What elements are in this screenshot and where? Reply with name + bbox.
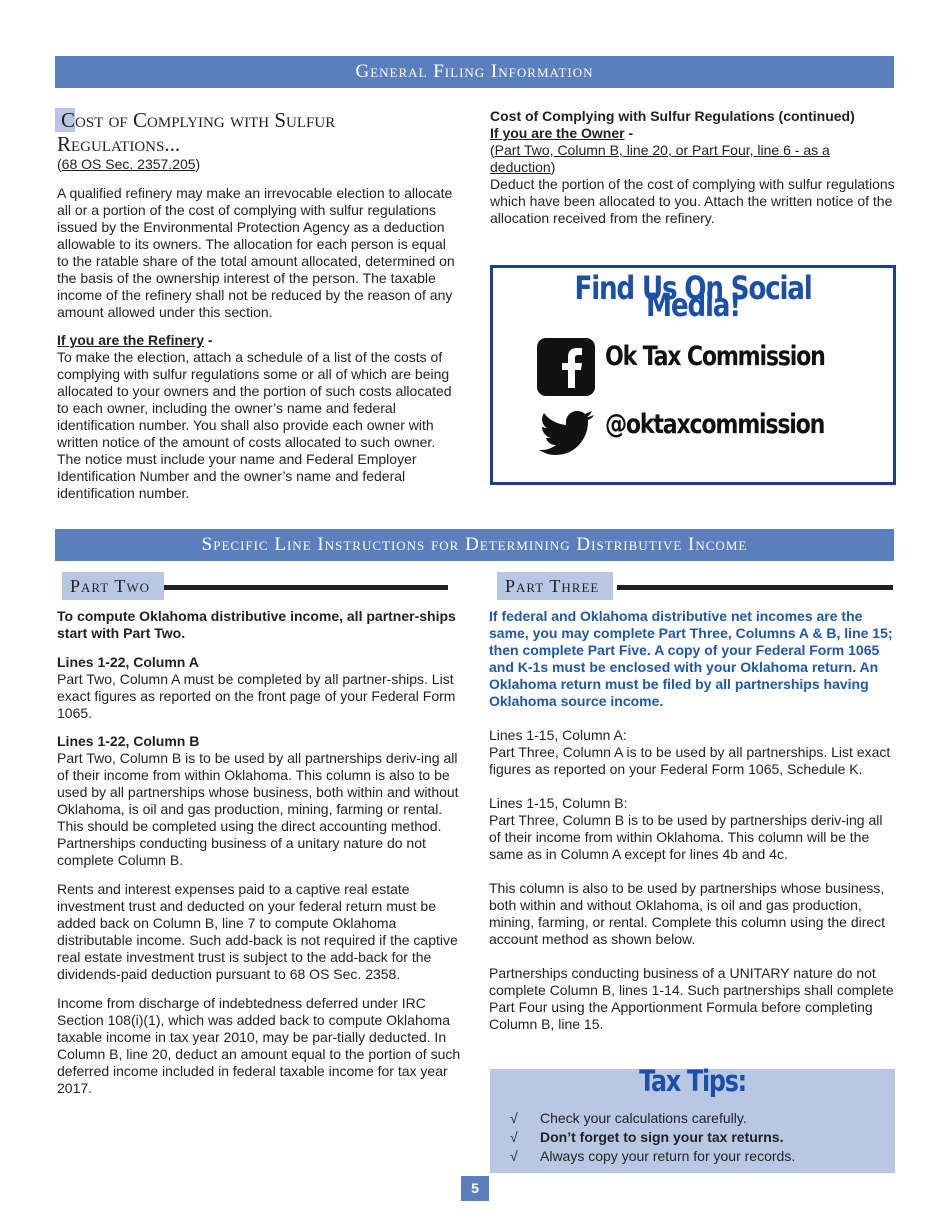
sulfur-title (57, 108, 457, 156)
part-two-colB-heading: Lines 1-22, Column B (57, 733, 200, 749)
title-line2: Regulations... (57, 132, 181, 156)
facebook-row[interactable] (537, 338, 825, 398)
tip-item: √ Don’t forget to sign your tax returns. (510, 1129, 784, 1145)
part-two-label: Part Two (62, 572, 164, 600)
part-three-colB-text: Part Three, Column B is to be used by partnerships deriv-ing all of their income from within Oklahoma. This column will be the same as in Column A except for lines 4b and 4c. (489, 812, 883, 862)
part-two-lead: To compute Oklahoma distributive income, all partner-ships start with Part Two. (57, 608, 456, 641)
part-three-label: Part Three (497, 572, 613, 600)
sulfur-section (57, 108, 457, 502)
part-three-unitary: Partnerships conducting business of a UNITARY nature do not complete Column B, lines 1-14. Such partnerships shall complete Part Four using the Apportionment Formula before completing Column B, line 15. (489, 965, 894, 1032)
twitter-handle[interactable]: @oktaxcommission (605, 409, 825, 440)
specific-line-banner: Specific Line Instructions for Determining Distributive Income (55, 529, 894, 561)
sulfur-intro: A qualified refinery may make an irrevocable election to allocate all or a portion of the cost of complying with sulfur regulations issued by the Environmental Protection Agency as a deduction allowable to its owners. The allocation for each person is equal to the ratable share of the total amount allocated, determined on the basis of the ownership interest of the person. The taxable income of the refinery shall not be reduced by the reason of any amount allowed under this section. (57, 185, 455, 320)
citation: (68 OS Sec. 2357.205) (57, 156, 201, 172)
part-two-colA-text: Part Two, Column A must be completed by all partner-ships. List exact figures as reported on the front page of your Federal Form 1065. (57, 671, 456, 721)
tip-item: √ Always copy your return for your records. (510, 1148, 796, 1164)
citation-link[interactable]: 68 OS Sec. 2357.205 (61, 156, 196, 172)
check-icon: √ (510, 1129, 518, 1145)
continued-title: Cost of Complying with Sulfur Regulations (continued) (490, 108, 855, 124)
part-three-also: This column is also to be used by partnerships whose business, both within and without Oklahoma, is oil and gas production, mining, farming, or rental. Complete this column using the direct account method as shown below. (489, 880, 886, 947)
page-number: 5 (461, 1176, 489, 1201)
facebook-icon[interactable] (537, 338, 595, 396)
part-three-heading (497, 572, 893, 596)
general-filing-banner: General Filing Information (55, 56, 894, 88)
title-rest: ost of Complying with Sulfur (75, 108, 336, 132)
discharge-paragraph: Income from discharge of indebtedness deferred under IRC Section 108(i)(1), which was added back to compute Oklahoma taxable income in tax year 2010, may be par-tially deducted. In Column B, line 20, deduct an amount equal to the portion of such deferred income included in federal taxable income for tax year 2017. (57, 995, 461, 1096)
owner-heading: If you are the Owner - (490, 125, 634, 141)
part-three-body (489, 608, 894, 1033)
check-icon: √ (510, 1148, 518, 1164)
part-three-lead: If federal and Oklahoma distributive net incomes are the same, you may complete Part Three, Columns A & B, line 15; then complete Part Five. A copy of your Federal Form 1065 and K-1s must be enclosed with your Oklahoma return. An Oklahoma return must be filed by all partnerships having Oklahoma source income. (489, 608, 893, 709)
check-icon: √ (510, 1110, 518, 1126)
part-three-colB-heading: Lines 1-15, Column B: (489, 795, 628, 811)
sulfur-continued (490, 108, 895, 227)
part-three-rule (617, 585, 893, 590)
tip-item: √ Check your calculations carefully. (510, 1110, 747, 1126)
tax-tips-list (510, 1109, 795, 1166)
part-two-rule (162, 585, 448, 590)
social-media-box (490, 265, 896, 485)
rents-paragraph: Rents and interest expenses paid to a captive real estate investment trust and deducted on your federal return must be added back on Column B, line 7 to compute Oklahoma distributable income. Such add-back is not required if the captive real estate investment trust is subject to the add-back for the dividends-paid deduction pursuant to 68 OS Sec. 2358. (57, 881, 458, 982)
tax-tips-title: Tax Tips: (639, 1064, 746, 1098)
part-three-colA-text: Part Three, Column A is to be used by all partnerships. List exact figures as reported on your Federal Form 1065, Schedule K. (489, 744, 891, 777)
part-two-colB-text: Part Two, Column B is to be used by all partnerships deriv-ing all of their income from within Oklahoma. This column is also to be used by all partnerships whose business, both within and without Oklahoma, is oil and gas production, mining, farming or rental. This should be completed using the direct accounting method. Partnerships conducting business of a unitary nature do not complete Column B. (57, 750, 459, 868)
part-two-body (57, 608, 462, 1097)
part-two-colA-heading: Lines 1-22, Column A (57, 654, 199, 670)
refinery-text: To make the election, attach a schedule of a list of the costs of complying with sulfur regulations some or all of which are being allocated to your owners and the portion of such costs allocated to each owner, including the owner’s name and federal identification number. You shall also provide each owner with written notice of the amount of costs allocated to such owner. The notice must include your name and Federal Employer Identification Number and the owner’s name and federal identification number. (57, 349, 452, 501)
facebook-handle[interactable]: Ok Tax Commission (605, 341, 825, 372)
refinery-heading: If you are the Refinery - (57, 332, 213, 348)
social-title: Find Us On Social Media! (574, 269, 812, 324)
owner-text: Deduct the portion of the cost of complying with sulfur regulations which have been allocated to you. Attach the written notice of the allocation received from the refinery. (490, 176, 895, 226)
part-two-heading (62, 572, 448, 596)
twitter-row[interactable] (537, 406, 825, 466)
owner-reference: (Part Two, Column B, line 20, or Part Four, line 6 - as a deduction) (490, 142, 830, 175)
title-initial: C (55, 108, 75, 132)
twitter-icon[interactable] (537, 406, 597, 462)
part-three-colA-heading: Lines 1-15, Column A: (489, 727, 627, 743)
tax-tips-box (490, 1064, 895, 1173)
